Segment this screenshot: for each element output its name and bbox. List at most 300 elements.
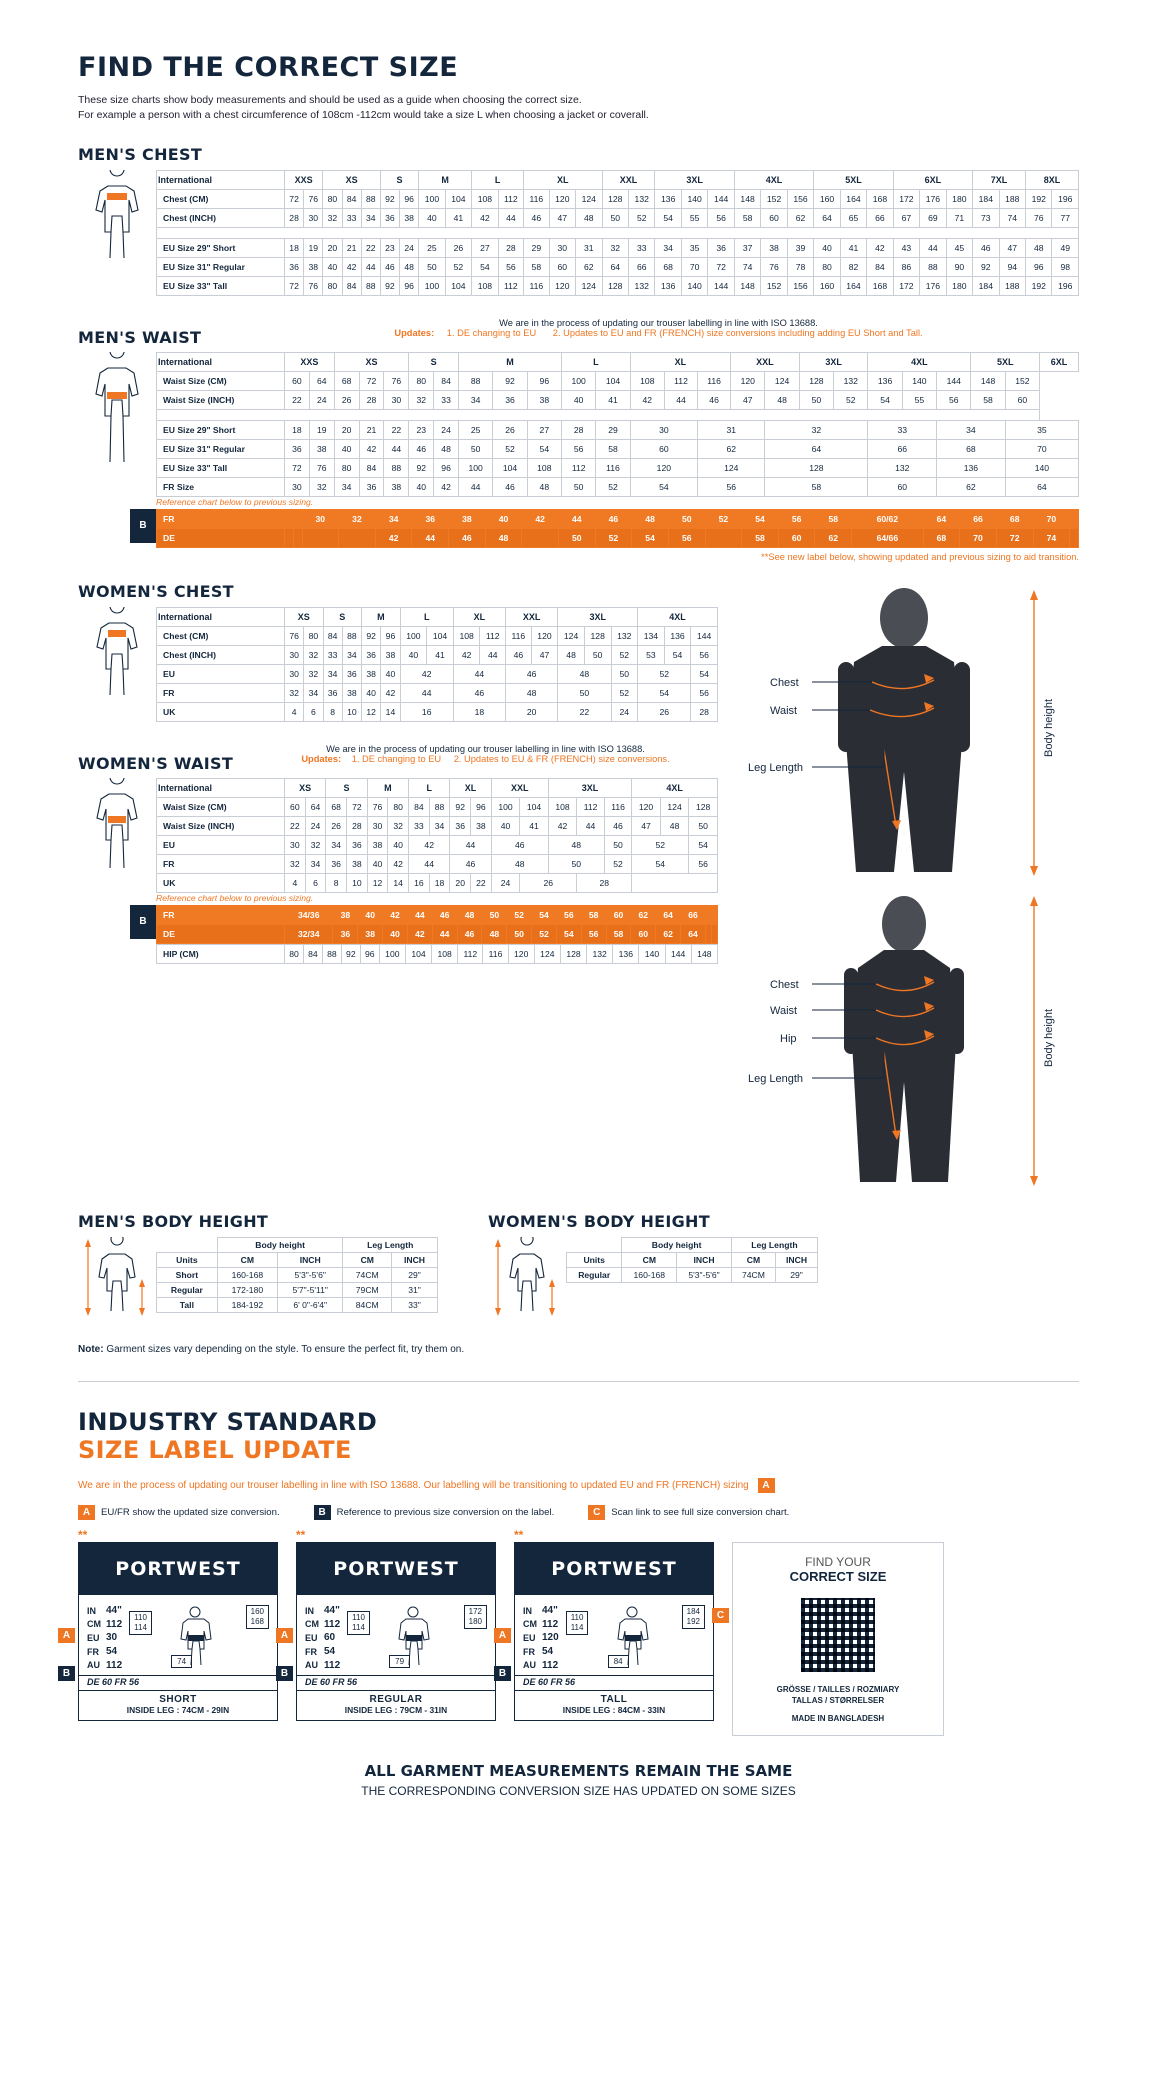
cell: 72: [285, 190, 304, 209]
cell: 176: [920, 277, 946, 296]
cell: 136: [937, 459, 1006, 478]
cell: 36: [362, 646, 381, 665]
cell: 40: [358, 906, 383, 925]
cell: 30: [384, 391, 409, 410]
cell: 96: [360, 945, 379, 964]
cell: 40: [419, 209, 445, 228]
cell: 48: [660, 817, 689, 836]
cell: 52: [507, 906, 532, 925]
inside-leg: INSIDE LEG : 74CM - 29IN: [126, 1705, 230, 1715]
svg-text:Leg Length: Leg Length: [748, 762, 804, 774]
col-m: M: [362, 608, 401, 627]
cell: 58: [971, 391, 1005, 410]
cell: 78: [787, 258, 813, 277]
cell: 42: [400, 665, 453, 684]
womens-body-height-title: WOMEN'S BODY HEIGHT: [488, 1212, 710, 1231]
mens-waist-update-intro: We are in the process of updating our trouser labelling in line with ISO 13688.: [499, 318, 818, 328]
cell: 52: [611, 684, 638, 703]
label-examples: [62, 1528, 1079, 1736]
badge-a-card: A: [494, 1628, 511, 1643]
col-xxs: XXS: [285, 171, 323, 190]
cell: 192: [1026, 190, 1052, 209]
cell: 56: [689, 855, 718, 874]
cell: 72: [285, 459, 310, 478]
cell: 41: [427, 646, 454, 665]
cell: 60: [1005, 391, 1039, 410]
cell: 50: [507, 925, 532, 944]
table-row: [157, 646, 718, 665]
row-label: Regular: [157, 1283, 218, 1298]
section-industry-standard: [62, 1408, 1079, 1798]
cell: 41: [596, 391, 630, 410]
cell: 60: [778, 529, 815, 548]
cell: 124: [558, 627, 585, 646]
size-codes-table: [303, 1603, 345, 1673]
row-label: EU: [157, 836, 285, 855]
col-leg-length: Leg Length: [343, 1238, 438, 1253]
update-2: 2. Updates to EU & FR (FRENCH) size conversions.: [453, 754, 670, 764]
cell: 44: [409, 855, 450, 874]
table-header-row: [157, 779, 718, 798]
cell: 38: [342, 684, 361, 703]
table-header-row: [157, 353, 1079, 372]
code-key: AU: [305, 1660, 318, 1671]
code-key: EU: [523, 1632, 536, 1643]
cell: 24: [611, 703, 638, 722]
col-xxl: XXL: [491, 779, 548, 798]
label-card-regular: [280, 1528, 496, 1736]
cell: 62: [656, 925, 681, 944]
updates-label: Updates:: [301, 754, 342, 764]
cell: 36: [412, 510, 449, 529]
mens-waist-table: [156, 352, 1079, 497]
cell: 22: [285, 391, 310, 410]
cell: 42: [548, 817, 577, 836]
section-womens-chest: [78, 582, 718, 722]
cell: 42: [342, 258, 361, 277]
cell: 32: [285, 684, 304, 703]
previous-size-line: DE 60 FR 56: [515, 1675, 713, 1690]
code-key: FR: [305, 1646, 317, 1657]
cell: 58: [581, 906, 606, 925]
cell: 50: [562, 478, 596, 497]
cell: 62: [937, 478, 1006, 497]
code-key: AU: [87, 1660, 100, 1671]
cell: 50: [799, 391, 833, 410]
cell: 69: [920, 209, 946, 228]
cell: 80: [304, 627, 323, 646]
cell: 48: [491, 855, 548, 874]
code-key: IN: [523, 1605, 532, 1616]
cell: 47: [632, 817, 661, 836]
code-value: 112: [324, 1659, 341, 1671]
cell: 108: [630, 372, 664, 391]
cell: 80: [814, 258, 840, 277]
cell: 34: [304, 684, 323, 703]
cell: 58: [596, 440, 630, 459]
cell: 55: [902, 391, 936, 410]
cell: 50: [548, 855, 604, 874]
col-xxl: XXL: [731, 353, 800, 372]
cell: 26: [493, 421, 527, 440]
cell: 38: [358, 925, 383, 944]
cell: 20: [506, 703, 558, 722]
cell: 32: [409, 391, 434, 410]
cell: 30: [549, 239, 575, 258]
cell: 108: [472, 190, 498, 209]
cell: 60: [630, 440, 697, 459]
cell: 30: [304, 209, 323, 228]
col-blank: [157, 1238, 218, 1253]
womens-waist-previous-sizing-table: [156, 905, 718, 944]
cell: [632, 874, 718, 893]
previous-size-line: DE 60 FR 56: [297, 1675, 495, 1690]
cell: 36: [323, 684, 342, 703]
row-label: UK: [157, 703, 285, 722]
code-value: 44": [542, 1605, 558, 1617]
cell: 52: [611, 646, 638, 665]
cell: 66: [867, 209, 893, 228]
cell: 64: [814, 209, 840, 228]
cell: 38: [449, 510, 486, 529]
cell: 136: [664, 627, 691, 646]
cell: 72: [359, 372, 384, 391]
cell: 32: [285, 855, 306, 874]
brand-wordmark: PORTWEST: [551, 1558, 677, 1580]
inside-leg: INSIDE LEG : 84CM - 33IN: [562, 1705, 666, 1715]
cell: 76: [761, 258, 787, 277]
table-row: [157, 855, 718, 874]
mens-waist-previous-sizing-table: [156, 509, 1079, 548]
table-row: [157, 258, 1079, 277]
cell: 27: [527, 421, 561, 440]
cell: 128: [584, 627, 611, 646]
fit-name: REGULAR: [369, 1694, 423, 1705]
cell: 58: [524, 258, 549, 277]
cell: 66: [960, 510, 997, 529]
cell: 50: [558, 529, 595, 548]
table-row: [157, 190, 1079, 209]
cell: 44: [498, 209, 523, 228]
cell: 36: [342, 665, 361, 684]
code-key: AU: [523, 1660, 536, 1671]
cell: 34: [323, 665, 342, 684]
cell: 152: [761, 277, 787, 296]
cell: 140: [681, 277, 707, 296]
col-units: Units: [157, 1253, 218, 1268]
cell: 76: [304, 190, 323, 209]
cell: 19: [304, 239, 323, 258]
col-m: M: [419, 171, 472, 190]
measure-box-bottom: 114: [134, 1623, 147, 1632]
cell: 72: [347, 798, 368, 817]
cell: 50: [604, 836, 631, 855]
cell: 56: [691, 684, 718, 703]
cell: 21: [342, 239, 361, 258]
cell: 54: [655, 209, 681, 228]
cell: 160: [814, 277, 840, 296]
cell: 152: [761, 190, 787, 209]
cell: 38: [367, 836, 388, 855]
cell: 42: [409, 836, 450, 855]
cell: 148: [734, 190, 760, 209]
cell: 196: [1052, 190, 1079, 209]
cell: 47: [731, 391, 765, 410]
cell: 29: [524, 239, 549, 258]
cell: 38: [347, 855, 368, 874]
cell: 108: [548, 798, 577, 817]
table-row: [157, 1268, 438, 1283]
cell: 42: [522, 510, 559, 529]
womens-chest-title: WOMEN'S CHEST: [78, 582, 234, 601]
table-row-fr: [157, 510, 1079, 529]
section-womens-body-height: [488, 1212, 818, 1322]
cell: 84: [323, 627, 342, 646]
cell: 28: [562, 421, 596, 440]
col-s: S: [323, 608, 362, 627]
cell: 48: [558, 665, 611, 684]
cell: 164: [840, 277, 866, 296]
cell: 44: [432, 925, 457, 944]
cell: 84: [342, 190, 361, 209]
cell: 50: [482, 906, 507, 925]
cell: 62: [576, 258, 602, 277]
cell: 35: [681, 239, 707, 258]
measure-box-bottom: 114: [570, 1623, 584, 1632]
cell: 132: [628, 190, 654, 209]
cell: 50: [611, 665, 638, 684]
cell: 148: [971, 372, 1005, 391]
cell: 52: [834, 391, 868, 410]
cell: 80: [388, 798, 409, 817]
cell: 44: [480, 646, 506, 665]
cell: 104: [520, 798, 549, 817]
cell: [293, 529, 302, 548]
cell: 116: [524, 190, 549, 209]
cell: 100: [459, 459, 493, 478]
cell: 64/66: [852, 529, 924, 548]
cell: 6: [305, 874, 326, 893]
cell: 46: [450, 855, 491, 874]
cell: 180: [946, 277, 972, 296]
cell: 36: [333, 925, 358, 944]
cell: 44: [577, 817, 604, 836]
code-key: EU: [87, 1632, 100, 1643]
cell: 44: [384, 440, 409, 459]
cell: 47: [531, 646, 558, 665]
womens-waist-update-intro: We are in the process of updating our trouser labelling in line with ISO 13688.: [326, 744, 645, 754]
cell: 42: [434, 478, 459, 497]
cell: 64: [305, 798, 326, 817]
qr-footer-line-2: TALLAS / STØRRELSER: [791, 1696, 885, 1705]
cell: 30: [285, 646, 304, 665]
table-row: [157, 1283, 438, 1298]
cell: 16: [409, 874, 430, 893]
asterisk-marker: **: [514, 1528, 524, 1542]
cell: 26: [638, 703, 691, 722]
cell: 58: [765, 478, 868, 497]
table-row: [157, 277, 1079, 296]
bottom-line-2: THE CORRESPONDING CONVERSION SIZE HAS UPDATED ON SOME SIZES: [361, 1784, 796, 1798]
cell: 34: [334, 478, 359, 497]
cell: 42: [381, 684, 400, 703]
cell: 40: [334, 440, 359, 459]
cell: 50: [689, 817, 718, 836]
cell: 73: [973, 209, 999, 228]
size-codes-table: [521, 1603, 564, 1673]
cell: 40: [485, 510, 522, 529]
cell: 54: [691, 665, 718, 684]
cell: 84: [867, 258, 893, 277]
col-l: L: [409, 779, 450, 798]
womens-body-height-figure: [488, 1237, 566, 1322]
row-label: DE: [157, 529, 285, 548]
col-4xl: 4XL: [632, 779, 718, 798]
qr-code-icon[interactable]: [797, 1594, 879, 1676]
cell: 184: [973, 277, 999, 296]
table-subheader-row: [567, 1253, 818, 1268]
cell: 40: [388, 836, 409, 855]
cell: 56: [698, 478, 765, 497]
col-3xl: 3XL: [558, 608, 638, 627]
cell: 34: [459, 391, 493, 410]
cell: 18: [285, 239, 304, 258]
female-model-photo: [734, 892, 1074, 1192]
cell: 104: [596, 372, 630, 391]
cell: 48: [506, 684, 558, 703]
col-3xl: 3XL: [799, 353, 868, 372]
cell: 172-180: [217, 1283, 277, 1298]
cell: 112: [498, 277, 523, 296]
badge-a-card: A: [276, 1628, 293, 1643]
cell: 104: [445, 277, 471, 296]
code-value: 112: [324, 1618, 341, 1630]
cell: 62: [787, 209, 813, 228]
cell: 134: [638, 627, 665, 646]
row-label: DE: [157, 925, 285, 944]
badge-a: A: [78, 1505, 95, 1520]
cell: 30: [285, 665, 304, 684]
row-label: Waist Size (INCH): [157, 817, 285, 836]
cell: 43: [893, 239, 919, 258]
womens-waist-updates: [253, 754, 718, 764]
col-inch: INCH: [277, 1253, 343, 1268]
cell: 74: [999, 209, 1025, 228]
fit-note: [78, 1344, 1079, 1355]
section-mens-body-height: [78, 1212, 438, 1322]
cell: 86: [893, 258, 919, 277]
fit-note-text: Garment sizes vary depending on the style. To ensure the perfect fit, try them on.: [103, 1344, 465, 1355]
cell: 52: [632, 836, 689, 855]
cell: 124: [698, 459, 765, 478]
cell: 72: [285, 277, 304, 296]
table-row: [157, 391, 1079, 410]
cell: 92: [493, 372, 527, 391]
svg-text:Hip: Hip: [780, 1033, 797, 1045]
cell: 54: [527, 440, 561, 459]
cell: 108: [453, 627, 480, 646]
table-row: [567, 1268, 818, 1283]
cell: 124: [660, 798, 689, 817]
model-photos: [734, 582, 1074, 1192]
leg-box: 79: [389, 1655, 410, 1668]
cell: 44: [412, 529, 449, 548]
cell: 98: [1052, 258, 1079, 277]
cell: 84: [409, 798, 430, 817]
col-l: L: [472, 171, 524, 190]
row-label: EU Size 31" Regular: [157, 258, 285, 277]
update-1: 1. DE changing to EU: [446, 328, 537, 338]
col-xs: XS: [323, 171, 381, 190]
cell: 104: [405, 945, 431, 964]
cell: 116: [506, 627, 532, 646]
row-label: FR: [157, 855, 285, 874]
table-row: [157, 459, 1079, 478]
cell: 76: [384, 372, 409, 391]
womens-chest-figure: [78, 607, 156, 708]
cell: 28: [691, 703, 718, 722]
cell: 84: [434, 372, 459, 391]
col-international: International: [157, 608, 285, 627]
cell: 74: [1033, 529, 1070, 548]
cell: 172: [893, 190, 919, 209]
badge-a-inline: A: [758, 1478, 775, 1493]
cell: 64: [681, 925, 706, 944]
fit-note-label: Note:: [78, 1344, 104, 1355]
measure-box-top: 110: [352, 1613, 365, 1622]
code-value: 60: [324, 1632, 336, 1644]
cell: 60: [761, 209, 787, 228]
brand-wordmark: PORTWEST: [115, 1558, 241, 1580]
cell: 66: [868, 440, 937, 459]
cell: 64: [1005, 478, 1078, 497]
cell: 36: [285, 440, 310, 459]
cell: [285, 529, 294, 548]
cell: 30: [285, 836, 306, 855]
cell: 48: [548, 836, 604, 855]
cell: 32: [765, 421, 868, 440]
cell: 34: [326, 836, 347, 855]
cell: 26: [326, 817, 347, 836]
cell: 48: [400, 258, 419, 277]
code-key: CM: [305, 1619, 319, 1630]
row-label: HIP (CM): [157, 945, 285, 964]
cell: 64: [765, 440, 868, 459]
row-label: EU Size 29" Short: [157, 421, 285, 440]
cell: 48: [765, 391, 799, 410]
cell: 54: [868, 391, 902, 410]
code-key: IN: [305, 1605, 314, 1616]
table-row: [157, 209, 1079, 228]
cell: 120: [630, 459, 697, 478]
cell: 38: [309, 440, 334, 459]
code-key: EU: [305, 1632, 318, 1643]
cell: 54: [689, 836, 718, 855]
table-row: [157, 874, 718, 893]
industry-legend: [78, 1505, 1079, 1520]
divider: [78, 1381, 1079, 1382]
cell: 52: [604, 855, 631, 874]
cell: 96: [1026, 258, 1052, 277]
cell: 66: [681, 906, 706, 925]
fit-name: SHORT: [159, 1694, 197, 1705]
cell: 100: [562, 372, 596, 391]
bottom-line-1: ALL GARMENT MEASUREMENTS REMAIN THE SAME: [364, 1762, 793, 1780]
svg-text:Leg Length: Leg Length: [748, 1073, 804, 1085]
cell: 92: [380, 190, 399, 209]
cell: 46: [698, 391, 731, 410]
section-womens-waist: [78, 744, 718, 964]
